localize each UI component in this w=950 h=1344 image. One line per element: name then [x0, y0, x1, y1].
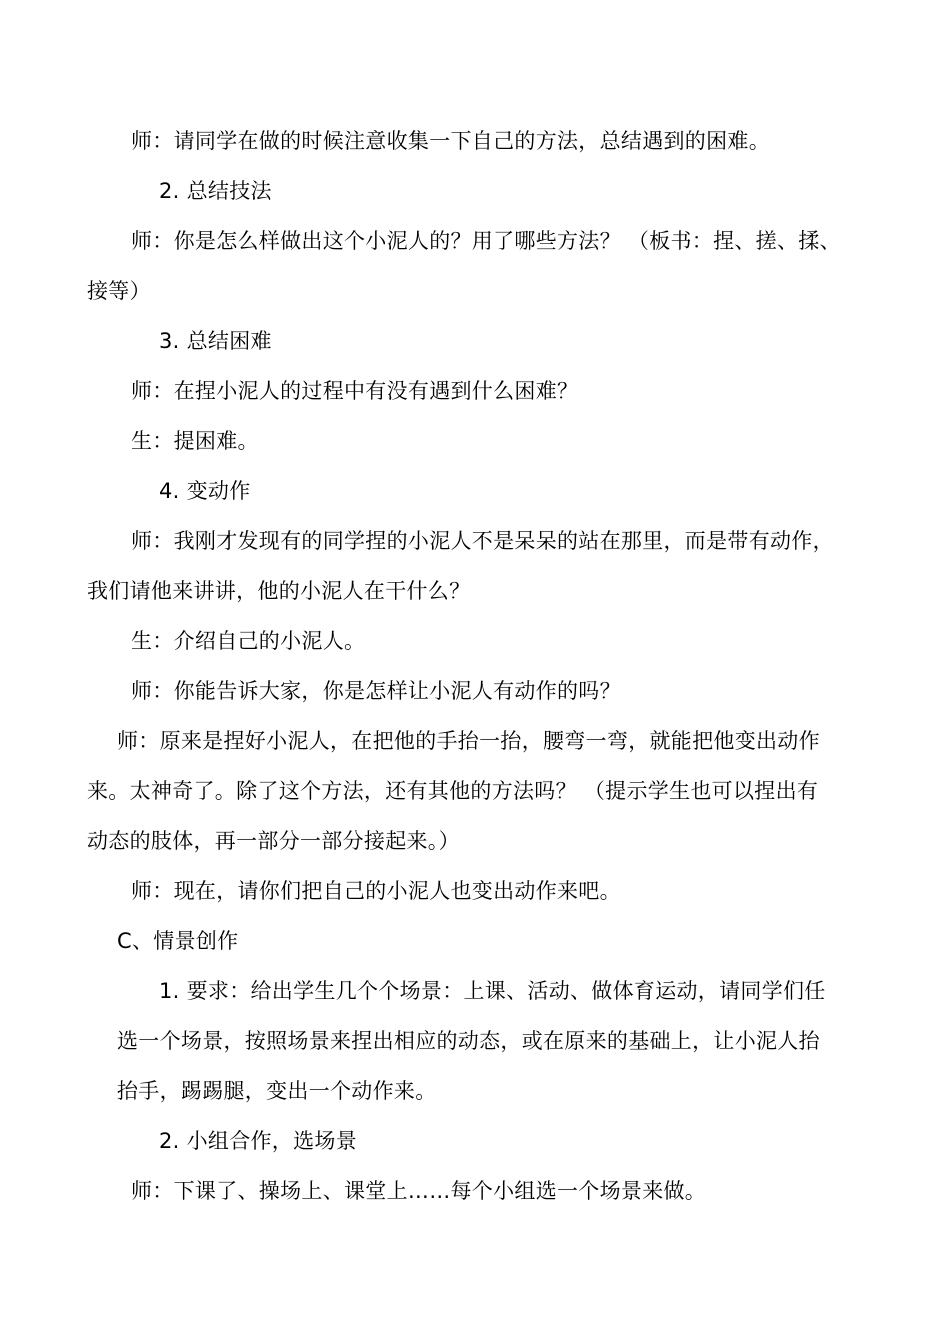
paragraph-line: 师：你能告诉大家，你是怎样让小泥人有动作的吗？	[131, 679, 621, 703]
paragraph-line: 选一个场景，按照场景来捏出相应的动态，或在原来的基础上，让小泥人抬	[117, 1029, 820, 1053]
section-heading: 2. 小组合作，选场景	[159, 1129, 358, 1153]
paragraph-line: 抬手，踢踢腿，变出一个动作来。	[117, 1079, 437, 1103]
section-heading: C、情景创作	[117, 929, 239, 953]
paragraph-line: 来。太神奇了。除了这个方法，还有其他的方法吗？ （提示学生也可以捏出有	[87, 779, 819, 803]
paragraph-line: 接等）	[87, 279, 151, 303]
paragraph-line: 师：下课了、操场上、课堂上……每个小组选一个场景来做。	[131, 1179, 707, 1203]
section-heading: 4. 变动作	[159, 479, 251, 503]
paragraph-line: 我们请他来讲讲，他的小泥人在干什么？	[87, 579, 471, 603]
paragraph-line: 生：介绍自己的小泥人。	[131, 629, 366, 653]
paragraph-line: 师：我刚才发现有的同学捏的小泥人不是呆呆的站在那里，而是带有动作，	[131, 529, 834, 553]
paragraph-line: 师：请同学在做的时候注意收集一下自己的方法，总结遇到的困难。	[131, 129, 770, 153]
paragraph-line: 师：在捏小泥人的过程中有没有遇到什么困难？	[131, 379, 579, 403]
paragraph-line: 动态的肢体，再一部分一部分接起来。）	[87, 829, 460, 853]
section-heading: 2. 总结技法	[159, 179, 272, 203]
paragraph-line: 师：现在，请你们把自己的小泥人也变出动作来吧。	[131, 879, 621, 903]
paragraph-line: 1. 要求：给出学生几个个场景：上课、活动、做体育运动，请同学们任	[159, 979, 826, 1003]
paragraph-line: 生：提困难。	[131, 429, 259, 453]
paragraph-line: 师：你是怎么样做出这个小泥人的？用了哪些方法？ （板书：捏、搓、揉、	[131, 229, 841, 253]
paragraph-line: 师：原来是捏好小泥人，在把他的手抬一抬，腰弯一弯，就能把他变出动作	[117, 729, 820, 753]
section-heading: 3. 总结困难	[159, 329, 272, 353]
